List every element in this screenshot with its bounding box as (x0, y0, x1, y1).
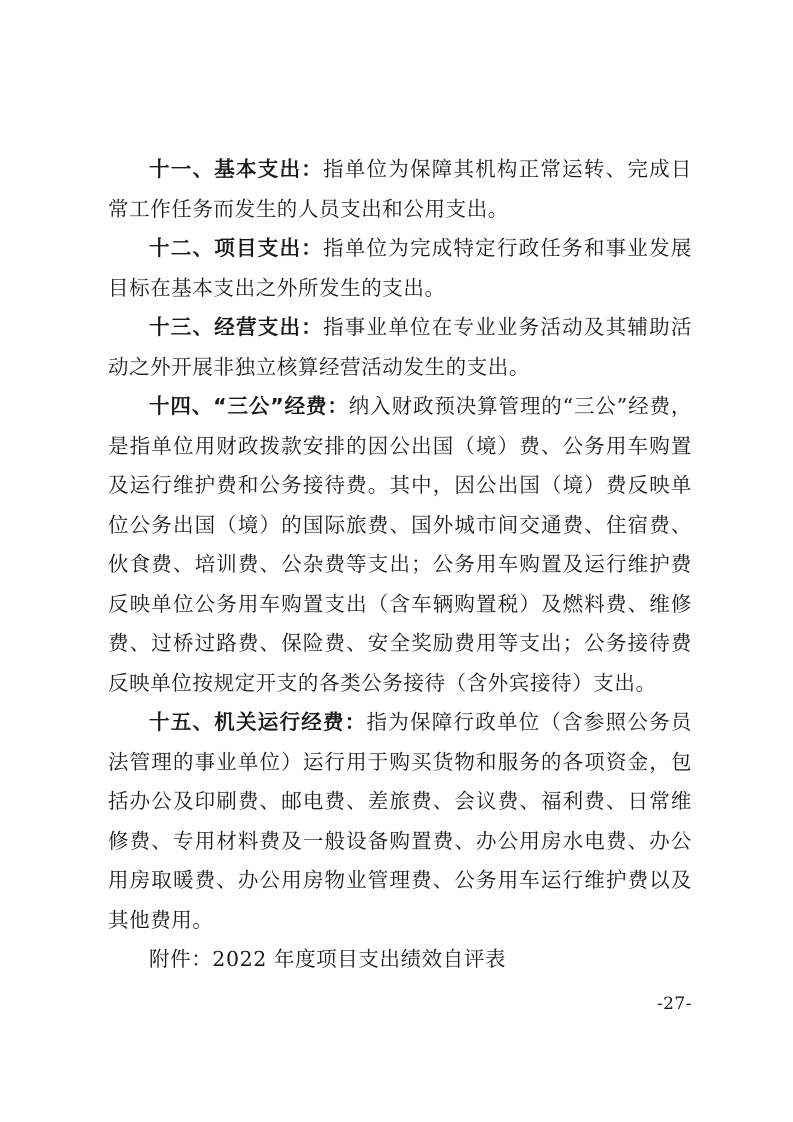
term-separator: ： (301, 315, 323, 339)
term-operating-expenditure: 十三、经营支出 (149, 315, 302, 339)
page-number: -27- (656, 994, 692, 1014)
paragraph-agency-operating-funds (108, 703, 692, 940)
term-agency-operating-funds: 十五、机关运行经费 (149, 710, 345, 734)
paragraph-basic-expenditure (108, 150, 692, 229)
paragraph-operating-expenditure (108, 308, 692, 387)
term-separator: ： (344, 710, 367, 734)
term-separator: ： (327, 394, 349, 418)
definition-three-public-funds: 纳入财政预决算管理的“三公”经费，是指单位用财政拨款安排的因公出国（境）费、公务用车购置及运行维护费和公务接待费。其中，因公出国（境）费反映单位公务出国（境）的国际旅费、国外城市间交通费、住宿费、伙食费、培训费、公杂费等支出；公务用车购置及运行维护费反映单位公务用车购置支出（含车辆购置税）及燃料费、维修费、过桥过路费、保险费、安全奖励费用等支出；公务接待费反映单位按规定开支的各类公务接待（含外宾接待）支出。 (108, 394, 692, 695)
term-separator: ： (301, 157, 323, 181)
paragraph-project-expenditure (108, 229, 692, 308)
definition-operating-expenditure: 指事业单位在专业业务活动及其辅助活动之外开展非独立核算经营活动发生的支出。 (108, 315, 692, 379)
document-body (108, 150, 692, 980)
attachment-line: 附件：2022 年度项目支出绩效自评表 (149, 947, 507, 971)
definition-agency-operating-funds: 指为保障行政单位（含参照公务员法管理的事业单位）运行用于购买货物和服务的各项资金，包括办公及印刷费、邮电费、差旅费、会议费、福利费、日常维修费、专用材料费及一般设备购置费、办公用房水电费、办公用房取暖费、办公用房物业管理费、公务用车运行维护费以及其他费用。 (108, 710, 693, 932)
paragraph-three-public-funds (108, 387, 692, 703)
definition-basic-expenditure: 指单位为保障其机构正常运转、完成日常工作任务而发生的人员支出和公用支出。 (108, 157, 692, 221)
term-three-public-funds: 十四、“三公”经费 (149, 394, 328, 418)
definition-project-expenditure: 指单位为完成特定行政任务和事业发展目标在基本支出之外所发生的支出。 (108, 236, 692, 300)
term-basic-expenditure: 十一、基本支出 (149, 157, 302, 181)
term-project-expenditure: 十二、项目支出 (149, 236, 302, 260)
term-separator: ： (301, 236, 323, 260)
